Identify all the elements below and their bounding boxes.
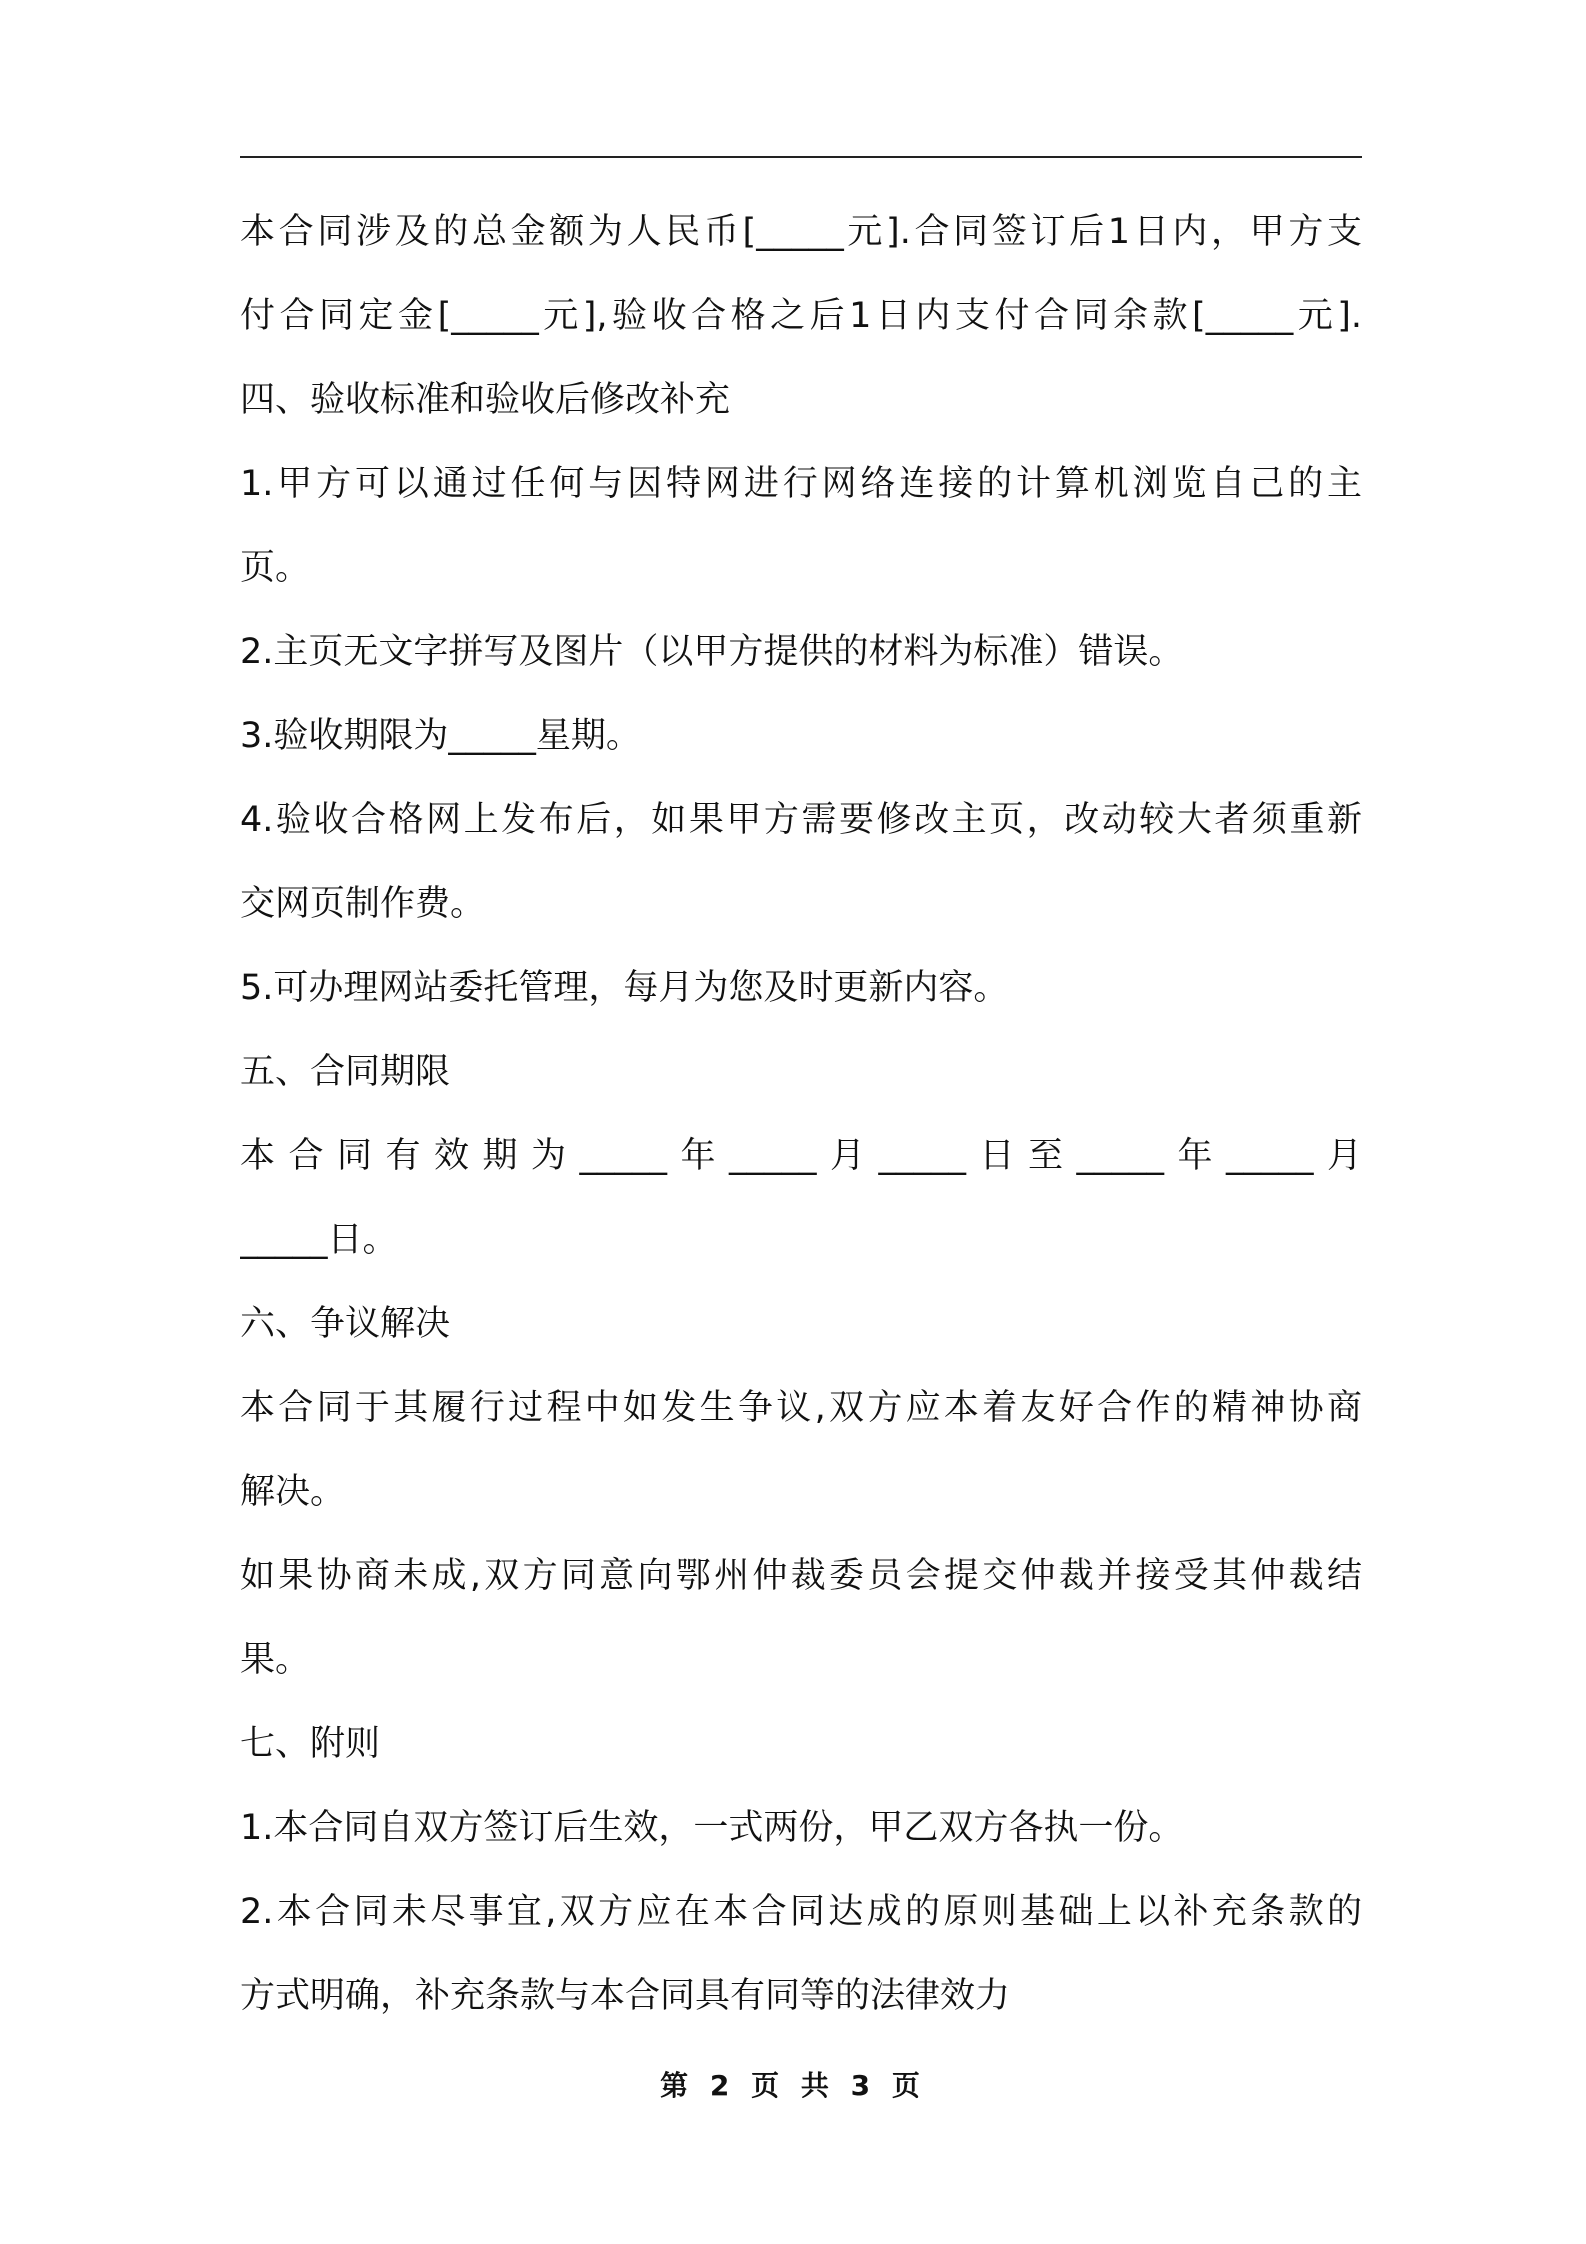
body-line: 2.主页无文字拼写及图片（以甲方提供的材料为标准）错误。 (240, 632, 1184, 672)
body-line: 2​.​本​合​同​未​尽​事​宜​,​双​方​应​在​本​合​同​达​成​的​原​则​基​础​上​以​补​充​条​款​的 (240, 1892, 1362, 1932)
body-line: 1​.​甲​方​可​以​通​过​任​何​与​因​特​网​进​行​网​络​连​接​的​计​算​机​浏​览​自​己​的​主 (240, 464, 1362, 504)
contract-body (240, 190, 1362, 2038)
body-line: 交网页制作费。 (240, 884, 486, 924)
body-line: 本​合​同​于​其​履​行​过​程​中​如​发​生​争​议​,​双​方​应​本​着​友​好​合​作​的​精​神​协​商 (240, 1388, 1362, 1428)
body-line: 3.验收期限为_____星期。 (240, 716, 641, 756)
body-line: 如​果​协​商​未​成​,​双​方​同​意​向​鄂​州​仲​裁​委​员​会​提​交​仲​裁​并​接​受​其​仲​裁​结 (240, 1556, 1362, 1596)
section-heading: 五、合同期限 (240, 1052, 451, 1092)
body-line: 果。 (240, 1640, 311, 1680)
section-heading: 六、争议解决 (240, 1304, 451, 1344)
body-line: _____日。 (240, 1220, 398, 1260)
body-line: 解决。 (240, 1472, 346, 1512)
section-heading: 七、附则 (240, 1724, 381, 1764)
section-heading: 四、验收标准和验收后修改补充 (240, 380, 731, 420)
body-line: 付​合​同​定​金​[​_​_​_​_​_​元​]​,​验​收​合​格​之​后​1​日​内​支​付​合​同​余​款​[​_​_​_​_​_​元​]​. (240, 296, 1362, 336)
body-line: 4​.​验​收​合​格​网​上​发​布​后​，​如​果​甲​方​需​要​修​改​主​页​，​改​动​较​大​者​须​重​新 (240, 800, 1362, 840)
body-line: 1.本合同自双方签订后生效，一式两份，甲乙双方各执一份。 (240, 1808, 1184, 1848)
body-line: 本​合​同​涉​及​的​总​金​额​为​人​民​币​[​_​_​_​_​_​元​]​.​合​同​签​订​后​1​日​内​，​甲​方​支 (240, 212, 1362, 252)
header-divider (240, 156, 1362, 158)
body-line: 方式明确，补充条款与本合同具有同等的法律效力 (240, 1976, 1011, 2016)
body-line: 本​合​同​有​效​期​为​_​_​_​_​_​年​_​_​_​_​_​月​_​_​_​_​_​日​至​_​_​_​_​_​年​_​_​_​_​_​月 (240, 1136, 1362, 1176)
page-number: 第 2 页 共 3 页 (660, 2069, 926, 2102)
body-line: 页。 (240, 548, 311, 588)
body-line: 5.可办理网站委托管理，每月为您及时更新内容。 (240, 968, 1009, 1008)
